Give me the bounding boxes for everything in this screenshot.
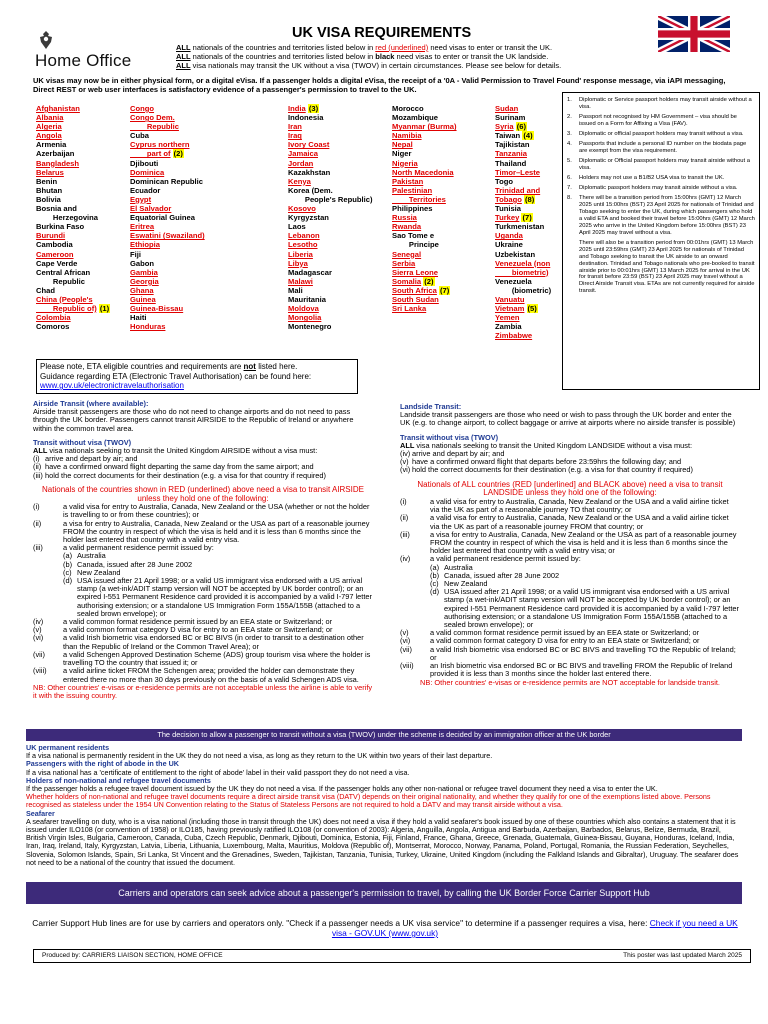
- landside-exemptions-list-2: [400, 629, 740, 678]
- seafarer-heading: Seafarer: [26, 808, 55, 818]
- country-item: Cambodia: [36, 240, 73, 250]
- country-item: Lesotho: [288, 240, 318, 250]
- country-item: Iraq: [288, 131, 302, 141]
- country-item: South Sudan: [392, 294, 439, 304]
- footnotes-list: [567, 97, 755, 295]
- eta-notice: [36, 359, 358, 394]
- footnote-marker: (7): [440, 285, 450, 295]
- country-item: Senegal: [392, 249, 422, 259]
- country-item: Palestinian: [392, 185, 433, 195]
- home-office-logo-text: Home Office: [35, 51, 132, 70]
- landside-heading: Landside Transit:: [400, 402, 462, 411]
- landside-description: Landside transit passengers are those who need or wish to pass through the UK border and enter the UK (e.g. to change airport, to collect baggage or arrive at airports where no airside transfer is possible): [400, 410, 736, 428]
- landside-requirements-heading: Nationals of ALL countries (RED [underlined] and BLACK above) need a visa to transit LANDSIDE unless they hold one of the following:: [417, 479, 723, 498]
- footnote-item: There will also be a transition period from 00:01hrs (GMT) 13 March 2025 until 23:59hrs (GMT) 23 April 2025 for nationals of Trinidad and Tobago seeking to transit the UK airside to an onward destination. Trinidad and Tobago nationals who pre-booked to transit airside prior to 00:01hrs (GMT) 13 March 2025 for arrival in the UK for transit before 23:59 (BST) 23 April 2025 may travel without a Direct Airside Transit visa. ETAs are not currently required for airside transit.: [579, 239, 755, 295]
- country-item: Dominican Republic: [130, 176, 203, 186]
- country-item: Togo: [495, 176, 513, 186]
- country-item: Ukraine: [495, 240, 523, 250]
- country-item: Mali: [288, 285, 303, 295]
- intro-line-1-post: need visas to enter or transit the UK.: [428, 43, 553, 52]
- eta-link[interactable]: www.gov.uk/electronictravelauthorisation: [40, 381, 184, 390]
- country-item: Comoros: [36, 322, 70, 332]
- landside-twov-intro: visa nationals seeking to transit the United Kingdom LANDSIDE without a visa must:: [414, 440, 693, 450]
- sub-list-item: (a) Australia: [430, 562, 473, 572]
- country-item: Vietnam (5): [495, 304, 537, 314]
- country-item: Zimbabwe: [495, 331, 533, 341]
- country-item: Tobago (8): [495, 194, 535, 204]
- footnotes-box: [562, 92, 760, 390]
- country-item: Timor–Leste: [495, 167, 541, 177]
- footer: [33, 949, 751, 963]
- country-item: India (3): [288, 104, 319, 113]
- list-item: (vii) a valid Irish biometric visa endorsed BC or BC BIVS and travelling TO the Republic of Ireland; or: [400, 644, 736, 662]
- support-text: [30, 918, 740, 938]
- footnote-item: 6. Holders may not use a B1/B2 USA visa to transit the UK.: [567, 175, 725, 182]
- country-item: Mauritania: [288, 294, 326, 304]
- list-item: (iii) a visa for entry to Australia, Canada, New Zealand or the USA as part of a reasonable journey FROM the country in respect of which the visa is held and it is less than 6 months since the holder last entered that country with a valid entry visa; or: [400, 529, 737, 556]
- sub-list-item: (c) New Zealand: [63, 567, 121, 577]
- union-flag-icon: [658, 14, 730, 54]
- country-item: Surinam: [495, 113, 526, 123]
- footnote-marker: (2): [424, 276, 434, 286]
- list-item: (viii) a valid airline ticket FROM the Schengen area; provided the holder can demonstrate they entered there no more than 30 days previously on the basis of a valid Schengen ADS visa.: [33, 666, 359, 684]
- country-item: Benin: [36, 176, 58, 186]
- landside-nb: NB: Other countries' e-visas or e-residence permits are NOT acceptable for landside transit.: [420, 677, 720, 687]
- country-item: Ethiopia: [130, 240, 160, 250]
- sub-list-item: (a) Australia: [63, 551, 106, 561]
- country-item: Principe: [392, 240, 439, 250]
- sub-list-item: (b) Canada, issued after 28 June 2002: [63, 559, 193, 569]
- country-item: Kyrgyzstan: [288, 213, 329, 223]
- country-item: Ghana: [130, 285, 154, 295]
- page-title: UK VISA REQUIREMENTS: [292, 25, 472, 41]
- country-item: Angola: [36, 131, 62, 141]
- country-item: Libya: [288, 258, 308, 268]
- non-national-datv-text: Whether holders of non-national and refugee travel documents require a direct airside transit visa (DATV) depends on their original nationality, and whether they qualify for one of the exemptions listed above. Persons recognised as stateless under the 1954 UN Convention relating to the Status of Stateless Persons are not required to hold a DATV and may transit airside without a visa.: [26, 792, 711, 810]
- evisa-notice: UK visas may now be in either physical form, or a digital eVisa. If a passenger holds a digital eVisa, the receipt of a '0A - Valid Permission to Travel Found' response message, via iAPI messaging, Direct REST or web user interfaces is satisfactory evidence of a passenger's permission to travel to the UK.: [33, 76, 726, 94]
- country-item: El Salvador: [130, 204, 172, 214]
- seafarer-text: A seafarer travelling on duty, who is a visa national (including those in transit through the UK) does not need a visa if they hold a valid seafarer's book issued by one of these countries which also contains a statement that it is issued under ILO108 (or convention of 1958) or ILO185, having previously ratified ILO108 (or convention of 2003): Algeria, Anguilla, Angola, Antigua and Barbuda, Azerbaijan, Barbados, Belarus, Belize, Bermuda, Brazil, British Virgin Isles, Bulgaria, Cameroon, Canada, Cuba, Czech Republic, Denmark, Djibouti, Dominica, Estonia, Fiji, Finland, France, Ghana, Greece, Grenada, Guatemala, Guinea-Bissau, Guyana, Honduras, Iceland, India, Iran, Iraq, Ireland, Italy, Kyrgyzstan, Latvia, Liberia, Lithuania, Luxembourg, Malta, Mauritius, Moldova (Republic of), Montserrat, Morocco, Norway, Panama, Poland, Portugal, Romania, the Russian Federation, Seychelles, Slovenia, Solomon Islands, Spain, Sri Lanka, St Vincent and the Grenadines, Sweden, Tajikistan, Tanzania, Tunisia, Turkey, Ukraine, United Kingdom (including the Falkland Islands and Gibraltar), Uruguay. The seafarer does not need to be a national of the country that issued the document.: [26, 816, 739, 867]
- list-item: (i) a valid visa for entry to Australia, Canada, New Zealand or the USA (whether or not the holder is travelling to or from these countries); or: [33, 502, 370, 520]
- abode-heading: Passengers with the right of abode in the UK: [26, 759, 179, 769]
- list-item: (iv) arrive and depart by air; and: [400, 449, 505, 459]
- country-item: Georgia: [130, 276, 159, 286]
- country-item: biometric): [495, 267, 549, 277]
- country-item: Bhutan: [36, 185, 63, 195]
- airside-heading: Airside Transit (where available):: [33, 399, 149, 408]
- list-item: (iii) a valid permanent residence permit issued by:: [33, 543, 214, 553]
- sub-list-item: (d) USA issued after 21 April 1998; or a valid US immigrant visa endorsed with a US arrival stamp (a wet-ink/ADIT stamp version will NOT be accepted by UK border control); or an expired I-551 Permanent Residence card provided it is accompanied by a valid I-797 letter authorising extension; or a standalone US Immigration Form 155A/155B (attached to a sealed brown envelope); or: [63, 576, 372, 618]
- country-item: Venezuela (non: [495, 258, 551, 268]
- country-item: Uzbekistan: [495, 249, 536, 259]
- landside-twov-list: [400, 450, 740, 475]
- country-item: Congo: [130, 104, 155, 113]
- country-item: Burkina Faso: [36, 222, 85, 232]
- country-item: Republic: [36, 276, 85, 286]
- intro-line-1-red: red (underlined): [375, 43, 429, 52]
- country-column-3: [288, 104, 373, 331]
- sub-list-item: (d) USA issued after 21 April 1998; or a valid US immigrant visa endorsed with a US arrival stamp (a wet-ink/ADIT stamp version will NOT be accepted by UK border control); or an expired I-551 Permanent Residence card provided it is accompanied by a valid I-797 letter authorising extension; or a standalone US Immigration Form 155A/155B (attached to a sealed brown envelope); or: [430, 587, 739, 630]
- non-national-text: If the passenger holds a refugee travel document issued by the UK they do not need a visa. If the passenger holds any other non-national or refugee travel document they need a visa to enter the UK.: [26, 784, 658, 794]
- intro-line-2-black: black: [375, 52, 395, 61]
- list-item: (i) arrive and depart by air; and: [33, 454, 138, 464]
- footnote-marker: (8): [524, 194, 535, 204]
- airside-section: [33, 400, 373, 700]
- country-item: Lebanon: [288, 231, 320, 241]
- country-item: Laos: [288, 222, 306, 232]
- country-item: Bolivia: [36, 194, 61, 204]
- sub-list-item: (b) Canada, issued after 28 June 2002: [430, 570, 560, 580]
- decision-banner: The decision to allow a passenger to transit without a visa (TWOV) under the scheme is decided by an immigration officer at the UK border: [26, 729, 742, 741]
- list-item: (vi) a valid Irish biometric visa endorsed BC or BC BIVS (in order to transit to a destination other than the Republic of Ireland or the Common Travel Area); or: [33, 633, 364, 651]
- intro-line-2-pre: nationals of the countries and territories listed below in: [190, 52, 376, 61]
- country-item: Sierra Leone: [392, 267, 439, 277]
- country-item: Azerbaijan: [36, 149, 75, 159]
- country-item: Madagascar: [288, 267, 332, 277]
- country-item: Namibia: [392, 131, 422, 141]
- list-item: (i) a valid visa for entry to Australia, Canada, New Zealand or the USA and a valid airline ticket via the UK as part of a reasonable journey TO that country; or: [400, 497, 729, 515]
- country-item: Ecuador: [130, 185, 161, 195]
- country-item: China (People's: [36, 294, 93, 304]
- additional-info: [26, 744, 742, 867]
- country-item: Ivory Coast: [288, 140, 330, 150]
- airside-twov-all: ALL: [33, 446, 48, 456]
- country-item: Egypt: [130, 194, 152, 204]
- country-item: Somalia (2): [392, 276, 434, 286]
- airside-nb: NB: Other countries' e-visas or e-residence permits are not acceptable unless the airline is able to verify it with the issuing country.: [33, 682, 373, 700]
- landside-twov-all: ALL: [400, 440, 415, 450]
- country-item: Mongolia: [288, 313, 322, 323]
- country-item: Sri Lanka: [392, 304, 427, 314]
- list-item: (iv) a valid common format residence permit issued by an EEA state or Switzerland; or: [33, 617, 333, 627]
- list-item: (vi) a valid common format category D visa for entry to an EEA state or Switzerland; or: [400, 636, 700, 646]
- list-item: (vii) a valid Schengen Approved Destination Scheme (ADS) group tourism visa where the holder is travelling TO the country that issued it; or: [33, 649, 371, 668]
- country-item: Republic of) (1): [36, 304, 110, 314]
- country-item: Turkmenistan: [495, 222, 545, 232]
- country-column-5: [495, 104, 551, 340]
- airside-description: Airside transit passengers are those who do not need to change airports and do not need to pass through the UK border. Passengers cannot transit AIRSIDE to the Republic of Ireland or anywhere within the common travel area.: [33, 407, 354, 433]
- list-item: (v) a valid common format category D visa for entry to an EEA state or Switzerland; or: [33, 625, 333, 635]
- non-national-heading: Holders of non-national and refugee travel documents: [26, 775, 211, 785]
- list-item: (iv) a valid permanent residence permit issued by:: [400, 554, 581, 564]
- intro-all: ALL: [176, 43, 191, 52]
- list-item: (ii) a visa for entry to Australia, Canada, New Zealand or the USA as part of a reasonable journey FROM the country in respect of which the visa is held and it is less than 6 months since the holder last entered that country with a valid entry visa.: [33, 518, 370, 545]
- country-item: Kosovo: [288, 204, 316, 214]
- footnote-item: 1. Diplomatic or Service passport holders may transit airside without a visa.: [567, 97, 752, 110]
- country-item: part of (2): [130, 149, 183, 159]
- eta-line-2: Guidance regarding ETA (Electronic Travel Authorisation) can be found here:: [40, 371, 312, 381]
- country-item: Syria (6): [495, 122, 526, 132]
- footnote-marker: (6): [516, 122, 526, 132]
- country-item: Guinea: [130, 294, 156, 304]
- intro-line-3: visa nationals may transit the UK without a visa (TWOV) in certain circumstances. Please see below for details.: [190, 61, 562, 70]
- country-item: Equatorial Guinea: [130, 213, 195, 223]
- country-item: Djibouti: [130, 158, 159, 168]
- country-item: Liberia: [288, 249, 313, 259]
- landside-permit-issuers: [400, 564, 740, 630]
- intro-all: ALL: [176, 61, 191, 70]
- country-item: Kenya: [288, 176, 311, 186]
- perm-resident-text: If a visa national is permanently resident in the UK they do not need a visa, as long as they return to the UK within two years of their last departure.: [26, 751, 493, 761]
- airside-requirements-heading: Nationals of the countries shown in RED (underlined) above need a visa to transit AIRSIDE unless they hold one of the following:: [42, 484, 364, 503]
- country-item: Colombia: [36, 313, 71, 323]
- country-item: Algeria: [36, 122, 62, 132]
- eta-line-1-end: listed here.: [255, 362, 298, 371]
- airside-exemptions-list-2: [33, 618, 373, 684]
- airside-twov-heading: Transit without visa (TWOV): [33, 437, 132, 447]
- country-item: Jamaica: [288, 149, 318, 159]
- country-item: (biometric): [495, 285, 552, 295]
- visa-check-link[interactable]: Check if you need a UK visa - GOV.UK (www.gov.uk): [331, 918, 738, 938]
- country-list: [36, 104, 561, 356]
- footnote-marker: (2): [173, 149, 183, 159]
- country-item: Bosnia and: [36, 204, 77, 214]
- footnote-marker: (7): [522, 213, 532, 223]
- country-item: Tunisia: [495, 204, 522, 214]
- country-item: Cuba: [130, 131, 149, 141]
- list-item: (vi) hold the correct documents for their destination (e.g. a visa for that country if required): [400, 465, 693, 475]
- country-item: Cape Verde: [36, 258, 78, 268]
- country-item: Belarus: [36, 167, 64, 177]
- country-item: Zambia: [495, 322, 522, 332]
- country-item: Russia: [392, 213, 417, 223]
- footnote-item: 8. There will be a transition period from 15:00hrs (GMT) 12 March 2025 until 15:00hrs (BST) 23 April 2025 for nationals of Trinidad and Tobago seeking to enter the UK, during which passengers who hold a valid ETA and booked their travel before 15:00hrs (GMT) 12 March 2025 who arrive in the United Kingdom before 15:00hrs (BST) 23 April 2025 may travel without a visa.: [567, 195, 755, 236]
- country-item: Congo Dem.: [130, 113, 175, 123]
- country-item: Montenegro: [288, 322, 332, 332]
- footnote-marker: (3): [308, 104, 319, 113]
- country-item: Afghanistan: [36, 104, 80, 113]
- country-item: Dominica: [130, 167, 165, 177]
- country-item: Bangladesh: [36, 158, 80, 168]
- country-item: Honduras: [130, 322, 166, 332]
- footnote-marker: (4): [523, 131, 533, 141]
- country-item: People's Republic): [288, 194, 373, 204]
- country-item: Burundi: [36, 231, 66, 241]
- country-item: Tajikistan: [495, 140, 530, 150]
- home-office-crest-icon: [37, 30, 55, 50]
- intro-text: [176, 43, 606, 70]
- country-item: Trinidad and: [495, 185, 541, 195]
- country-item: Guinea-Bissau: [130, 304, 184, 314]
- intro-line-2-post: need visas to enter or transit the UK landside.: [394, 52, 549, 61]
- list-item: (v) a valid common format residence permit issued by an EEA state or Switzerland; or: [400, 628, 700, 638]
- country-item: Armenia: [36, 140, 67, 150]
- country-item: Cameroon: [36, 249, 74, 259]
- list-item: (v) have a confirmed onward flight that departs before 23:59hrs the following day; and: [400, 457, 682, 467]
- list-item: (ii) a valid visa for entry to Australia, Canada, New Zealand or the USA and a valid airline ticket via the UK as part of a reasonable journey FROM that country; or: [400, 513, 729, 531]
- airside-exemptions-list: [33, 503, 373, 552]
- footnote-marker: (1): [99, 304, 110, 314]
- country-item: Haiti: [130, 313, 147, 323]
- country-item: Rwanda: [392, 222, 422, 232]
- intro-line-1-pre: nationals of the countries and territories listed below in: [190, 43, 376, 52]
- country-item: Tanzania: [495, 149, 527, 159]
- country-item: Vanuatu: [495, 294, 525, 304]
- country-item: Indonesia: [288, 113, 324, 123]
- list-item: (iii) hold the correct documents for their destination (e.g. a visa for that country if required): [33, 470, 326, 480]
- country-item: Nigeria: [392, 158, 418, 168]
- country-item: Iran: [288, 122, 302, 132]
- intro-all: ALL: [176, 52, 191, 61]
- footnote-item: 7. Diplomatic passport holders may transit airside without a visa.: [567, 185, 738, 192]
- country-item: Mozambique: [392, 113, 438, 123]
- country-item: Nepal: [392, 140, 413, 150]
- country-item: Central African: [36, 267, 91, 277]
- eta-line-1: Please note, ETA eligible countries and requirements are: [40, 362, 244, 371]
- country-item: Sao Tome e: [392, 231, 435, 241]
- country-item: Morocco: [392, 104, 424, 113]
- country-item: Myanmar (Burma): [392, 122, 457, 132]
- country-item: Eswatini (Swaziland): [130, 231, 205, 241]
- support-description: Carrier Support Hub lines are for use by carriers and operators only. "Check if a passenger needs a UK visa service" to determine if a passenger requires a visa, here:: [32, 918, 650, 928]
- country-item: Niger: [392, 149, 412, 159]
- country-item: Eritrea: [130, 222, 155, 232]
- country-column-4: [392, 104, 457, 313]
- country-item: Thailand: [495, 158, 527, 168]
- landside-exemptions-list: [400, 498, 740, 564]
- country-item: Serbia: [392, 258, 416, 268]
- perm-resident-heading: UK permanent residents: [26, 743, 110, 752]
- country-column-1: [36, 104, 110, 331]
- country-item: Cyprus northern: [130, 140, 190, 150]
- country-item: Territories: [392, 194, 446, 204]
- sub-list-item: (c) New Zealand: [430, 579, 488, 589]
- landside-section: [400, 403, 740, 687]
- country-item: Fiji: [130, 249, 141, 259]
- airside-permit-issuers: [33, 552, 373, 618]
- country-item: Taiwan (4): [495, 131, 533, 141]
- footnote-item: 3. Diplomatic or official passport holders may transit without a visa.: [567, 131, 744, 137]
- country-item: Malawi: [288, 276, 313, 286]
- country-item: Venezuela: [495, 276, 532, 286]
- country-item: Sudan: [495, 104, 519, 113]
- list-item: (viii) an Irish biometric visa endorsed BC or BC BIVS and travelling FROM the Republic of Ireland provided it is less than 3 months since the holder last entered there.: [400, 661, 733, 679]
- country-item: Philippines: [392, 204, 433, 214]
- footer-updated: This poster was last updated March 2025: [623, 952, 742, 959]
- support-banner: Carriers and operators can seek advice about a passenger's permission to travel, by calling the UK Border Force Carrier Support Hub: [26, 882, 742, 904]
- country-item: Pakistan: [392, 176, 424, 186]
- list-item: (ii) have a confirmed onward flight departing the same day from the same airport; and: [33, 462, 314, 472]
- country-item: Chad: [36, 285, 55, 295]
- country-column-2: [130, 104, 205, 331]
- footnote-item: 4. Passports that include a personal ID number on the biodata page are exempt from the visa requirement.: [567, 141, 747, 154]
- country-item: Jordan: [288, 158, 314, 168]
- country-item: Gabon: [130, 258, 155, 268]
- abode-text: If a visa national has a 'certificate of entitlement to the right of abode' label in their valid passport they do not need a visa.: [26, 767, 410, 777]
- country-item: Republic: [130, 122, 179, 132]
- country-item: Herzegovina: [36, 213, 99, 223]
- country-item: Kazakhstan: [288, 167, 331, 177]
- country-item: South Africa (7): [392, 285, 450, 295]
- country-item: Uganda: [495, 231, 523, 241]
- footnote-marker: (5): [527, 304, 537, 314]
- country-item: Yemen: [495, 313, 520, 323]
- footnote-item: 5. Diplomatic or Official passport holders may transit airside without a visa.: [567, 158, 750, 171]
- landside-twov-heading: Transit without visa (TWOV): [400, 432, 499, 442]
- country-item: Moldova: [288, 304, 319, 314]
- airside-twov-intro: visa nationals seeking to transit the United Kingdom AIRSIDE without a visa must:: [47, 446, 318, 456]
- country-item: Turkey (7): [495, 213, 532, 223]
- country-item: Korea (Dem.: [288, 185, 333, 195]
- airside-twov-list: [33, 455, 373, 480]
- eta-not: not: [243, 362, 256, 371]
- footnote-item: 2. Passport not recognised by HM Government – visa should be issued on a Form for Affixing a Visa (FAV).: [567, 114, 737, 127]
- country-item: Albania: [36, 113, 64, 123]
- country-item: Gambia: [130, 267, 158, 277]
- footer-produced-by: Produced by: CARRIERS LIAISON SECTION, HOME OFFICE: [42, 952, 223, 959]
- country-item: North Macedonia: [392, 167, 454, 177]
